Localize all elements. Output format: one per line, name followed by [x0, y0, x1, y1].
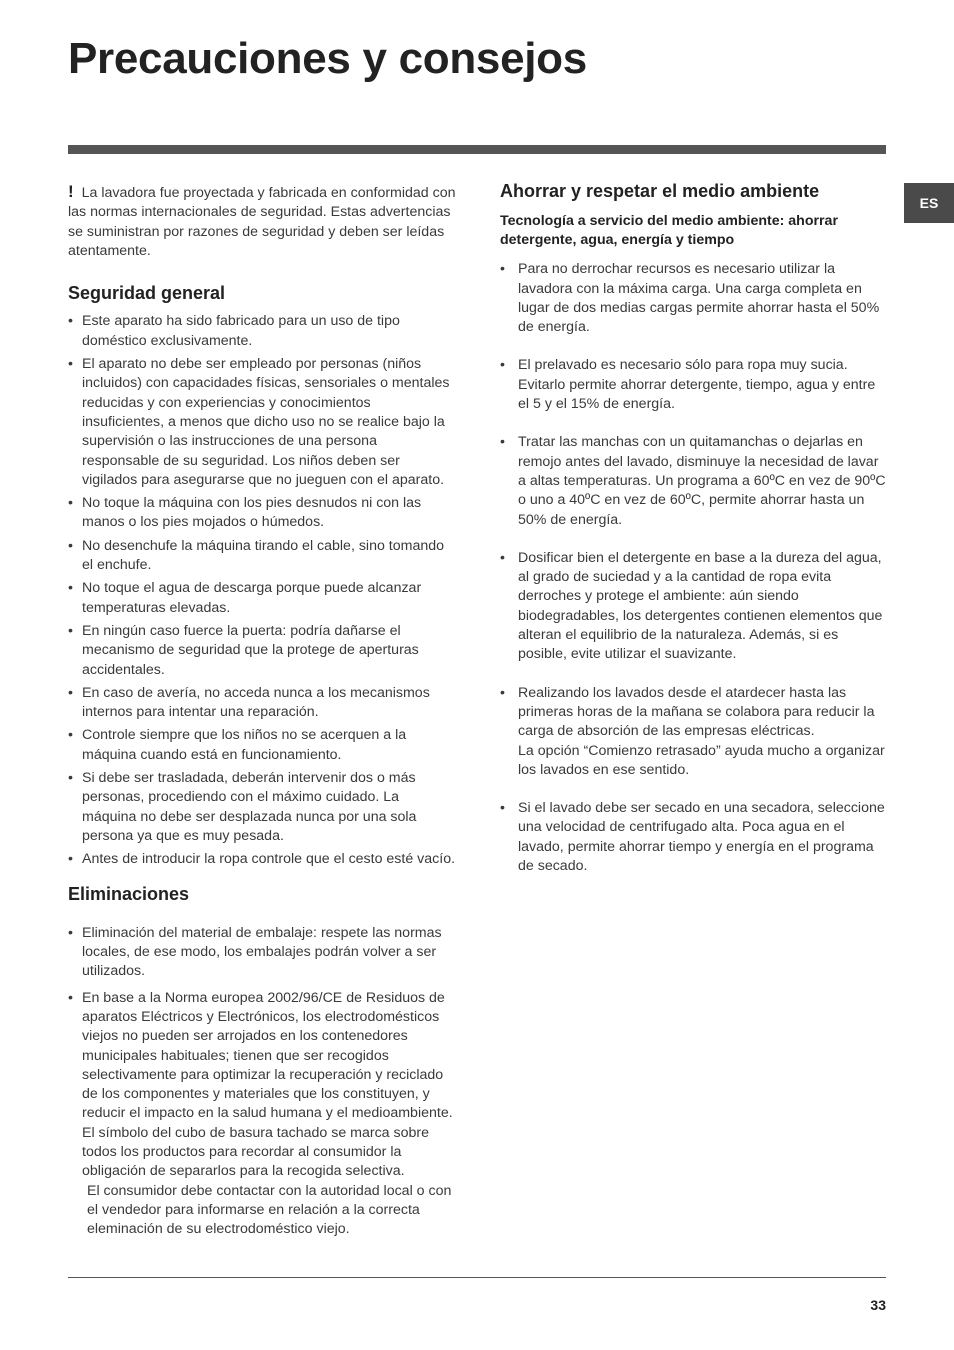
- right-column: [500, 182, 888, 895]
- list-item: • Si el lavado debe ser secado en una secadora, seleccione una velocidad de centrifugado alta. Poca agua en el lavado, permite ahorrar tiempo y energía en el programa de secado.: [500, 800, 885, 875]
- list-item: • El prelavado es necesario sólo para ropa muy sucia. Evitarlo permite ahorrar detergente, tiempo, agua y entre el 5 y el 15% de energía.: [500, 357, 876, 413]
- section-subheading: Tecnología a servicio del medio ambiente: ahorrar detergente, agua, energía y tiempo: [500, 213, 838, 249]
- footer-rule: [68, 1277, 886, 1278]
- list-item: • Eliminación del material de embalaje: respete las normas locales, de ese modo, los embalajes podrán volver a ser utilizados.: [68, 924, 442, 980]
- list-item: • Controle siempre que los niños no se acerquen a la máquina cuando está en funcionamiento.: [68, 727, 407, 763]
- section-heading-medio-ambiente: Ahorrar y respetar el medio ambiente: [500, 181, 820, 201]
- list-item: • En base a la Norma europea 2002/96/CE de Residuos de aparatos Eléctricos y Electrónicos, los electrodomésticos viejos no pueden ser arrojados en los contenedores municipales habituales; tienen que ser recogidos selectivamente para optimizar la recuperación y reciclado de los componentes y materiales que los constituyen, y reducir el impacto en la salud humana y el medioambiente. El símbolo del cubo de basura tachado se marca sobre todos los productos para recordar al consumidor la obligación de separarlos para la recogida selectiva. El consumidor debe contactar con la autoridad local o con el vendedor para informarse en relación a la correcta eleminación de su electrodoméstico viejo.: [68, 989, 456, 1240]
- intro-text: La lavadora fue proyectada y fabricada en conformidad con las normas internacionales de seguridad. Estas advertencias se suministran por razones de seguridad y deben ser leídas atentamente.: [68, 185, 456, 259]
- left-column: [68, 182, 456, 1247]
- list-item: • Realizando los lavados desde el atardecer hasta las primeras horas de la mañana se colabora para reducir la carga de absorción de las empresas eléctricas. La opción “Comienzo retrasado” ayuda mucho a organizar los lavados en ese sentido.: [500, 684, 888, 780]
- page-number: 33: [870, 1297, 886, 1313]
- section-heading-eliminaciones: Eliminaciones: [68, 883, 190, 904]
- medio-ambiente-list: [500, 260, 888, 876]
- section-heading-seguridad: Seguridad general: [68, 283, 226, 304]
- language-tab: ES: [904, 183, 954, 223]
- intro-paragraph: [68, 182, 456, 261]
- header-rule: [68, 145, 886, 154]
- list-item: • Tratar las manchas con un quitamanchas o dejarlas en remojo antes del lavado, disminuye la necesidad de lavar a altas temperaturas. Un programa a 60ºC en vez de 90ºC o uno a 40ºC en vez de 60ºC, permite ahorrar hasta un 50% de energía.: [500, 434, 886, 528]
- list-item: • En ningún caso fuerce la puerta: podría dañarse el mecanismo de seguridad que la protege de aperturas accidentales.: [68, 622, 419, 678]
- list-item: • El aparato no debe ser empleado por personas (niños incluidos) con capacidades físicas, sensoriales o mentales reducidas y con experiencias y conocimientos insuficientes, a menos que dicho uso no se realice bajo la supervisión o las instrucciones de una persona responsable de su seguridad. Los niños deben ser vigilados para asegurarse que no jueguen con el aparato.: [68, 356, 450, 488]
- list-item: • No toque el agua de descarga porque puede alcanzar temperaturas elevadas.: [68, 580, 422, 616]
- list-item: • Antes de introducir la ropa controle que el cesto esté vacío.: [68, 851, 456, 868]
- list-item: • Dosificar bien el detergente en base a la dureza del agua, al grado de suciedad y a la cantidad de ropa evita derroches y protege el ambiente: aún siendo biodegradables, los detergentes contienen elementos que alteran el equilibrio de la naturaleza. Además, si es posible, evite utilizar el suavizante.: [500, 549, 883, 663]
- seguridad-list: [68, 312, 456, 869]
- page-title: Precauciones y consejos: [68, 34, 587, 83]
- list-item: • Este aparato ha sido fabricado para un uso de tipo doméstico exclusivamente.: [68, 313, 400, 349]
- list-item: • No desenchufe la máquina tirando el cable, sino tomando el enchufe.: [68, 537, 445, 574]
- list-item: • Si debe ser trasladada, deberán intervenir dos o más personas, procediendo con el máximo cuidado. La máquina no debe ser desplazada nunca por una sola persona ya que es muy pesada.: [68, 770, 417, 844]
- list-item: • Para no derrochar recursos es necesario utilizar la lavadora con la máxima carga. Una carga completa en lugar de dos medias cargas permite ahorrar hasta el 50% de energía.: [500, 261, 880, 336]
- list-item: • En caso de avería, no acceda nunca a los mecanismos internos para intentar una reparación.: [68, 684, 430, 721]
- list-item-continuation: El consumidor debe contactar con la autoridad local o con el vendedor para informarse en relación a la correcta eleminación de su electrodoméstico viejo.: [87, 1182, 452, 1238]
- list-item-continuation: La opción “Comienzo retrasado” ayuda mucho a organizar los lavados en ese sentido.: [518, 742, 885, 778]
- list-item: • No toque la máquina con los pies desnudos ni con las manos o los pies mojados o húmedos.: [68, 495, 422, 531]
- warning-mark: !: [68, 182, 74, 201]
- eliminaciones-list: [68, 924, 456, 1240]
